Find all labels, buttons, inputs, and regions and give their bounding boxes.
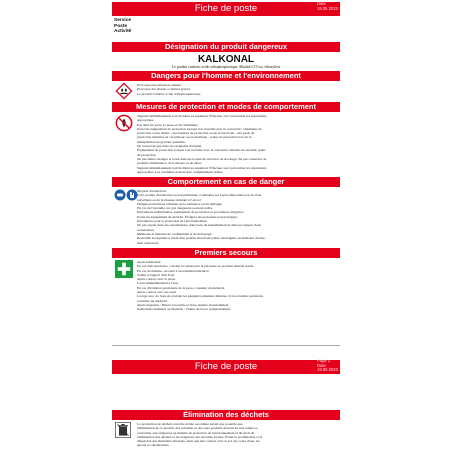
date-value: 19.05.2023 (317, 5, 338, 11)
secours-band: Premiers secours (112, 248, 340, 258)
goggles-gloves-icon (114, 189, 138, 201)
mesures-band: Mesures de protection et modes de comportement (112, 102, 340, 112)
info-labels (114, 18, 131, 35)
dangers-text: Provoque une irritation cutanée. Provoque des lésions oculaires graves Le produit contient: acide orthophosphorique (137, 83, 201, 96)
urgence-band: Comportement en cas de danger (112, 177, 340, 187)
page-footer-line (112, 345, 340, 346)
first-aid-icon (115, 260, 133, 278)
service-label: Service (114, 18, 132, 23)
elimination-band: Élimination des déchets (112, 410, 340, 420)
mesures-text: Signaler immédiatement tout incident au supérieur. Effectuer avec précaution les réparations appropriées. Pas dans les yeux, la peau ou les vêtements. Prescrire équipement de protection lorsque l'on travaille avec le concentré : vêtements de protection ou un tablier - des lunettes de protection ou un écran facial - des gants de protection étanches en caoutchouc ou en plastique - bottes de protection lors de la manipulation de grandes quantités. Ne conserver que dans les récipients d'origine. Équipement de protection lorsque l'on travaille avec le concentré: lunettes de sécurité, gants de protection. Ne pas fumer, manger et boire dans les locaux de travail et de stockage. Ne pas conserver de produits alimentaires, de boissons ou de tabac. Signaler immédiatement tout incident au supérieur. Effectuer avec précaution les réparations appropriées. Les conduites doivent être complètement vidées. (137, 114, 267, 174)
date-value: 19.05.2023 (317, 367, 338, 373)
dangers-band: Dangers pour l'homme et l'environnement (112, 71, 340, 81)
product-contains: Le produit contient: acide orthophosphorique, Alkohol C13 iso, ethoxyliert (172, 65, 280, 69)
page-1 (112, 2, 340, 346)
trash-can-icon (115, 422, 131, 438)
page-header (112, 2, 340, 16)
page-header (112, 360, 340, 374)
product-name: KALKONAL (197, 54, 255, 65)
page-number: Page 2 (317, 358, 331, 363)
date-label: Date (317, 362, 326, 368)
designation-band: Désignation du produit dangereux (112, 42, 340, 52)
corrosion-pictogram-icon (115, 82, 133, 100)
page-title: Fiche de poste (194, 361, 258, 372)
page-title: Fiche de poste (194, 3, 258, 14)
page-2 (112, 360, 340, 450)
activite-label: Activité (114, 29, 132, 35)
elimination-text: La production de déchets doit être évitée ou réduite autant que possible que l'élimination de ce produit, des solutions et des sous-produits devront en tout temps se conformer aux exigences en matière de protection de l'environnement et du droit de l'élimination des déchets et les exigences des autorités locales. Éviter la prolifération et la dispersion des matériaux déversés, ainsi que leur contact avec le sol, les cours d'eau, les égouts et canalisations. (137, 422, 263, 448)
urgence-text: Moyens d'extinction: CO2, poudre d'extinction ou eau pulvérisée. Combattre les foyers importants par de l'eau pulvérisée ou de la mousse résistant à l'alcool Dangers particuliers résultant de la substance ou du mélange En cas de l'incendie, les gaz dangereux peuvent naître Précautions individuelles, équipement de protection et procédures d'urgence Porter un équipement de sécurité. Éloigner les personnes non protégées. Précautions pour la protection de l'environnement Ne pas rejeter dans les canalisations, dans l'eau de ruissellement ni dans les nappes d'eau souterraines Méthodes et matériel de confinement et de nettoyage: Recueillir les liquides à l'aide d'un produit absorbant (sable, kieselguhr, neutralisant d'acide, liant universel). (137, 189, 266, 245)
no-fire-icon (115, 114, 133, 132)
poste-label: Poste (114, 23, 128, 29)
date-label: Date (317, 1, 326, 6)
secours-text: Après inhalation: En cas d'inconscience, coucher et transporter la personne en position latérale stable. En cas de malaise, recourir à un traitement médical Veiller à l'apport d'air frais Après contact avec la peau: Laver immédiatement à l'eau. En cas d'irritation persistante de la peau, consulter un médecin Après contact avec les yeux Lavage avec de l'eau en écartant les paupières plusieurs minutes. Si les troubles persistent, consulter un médecin. Après ingestion : Rincer la bouche et boire ensuite abondamment Indications destinées au médecin : Traiter de façon symptomatique (137, 260, 264, 312)
